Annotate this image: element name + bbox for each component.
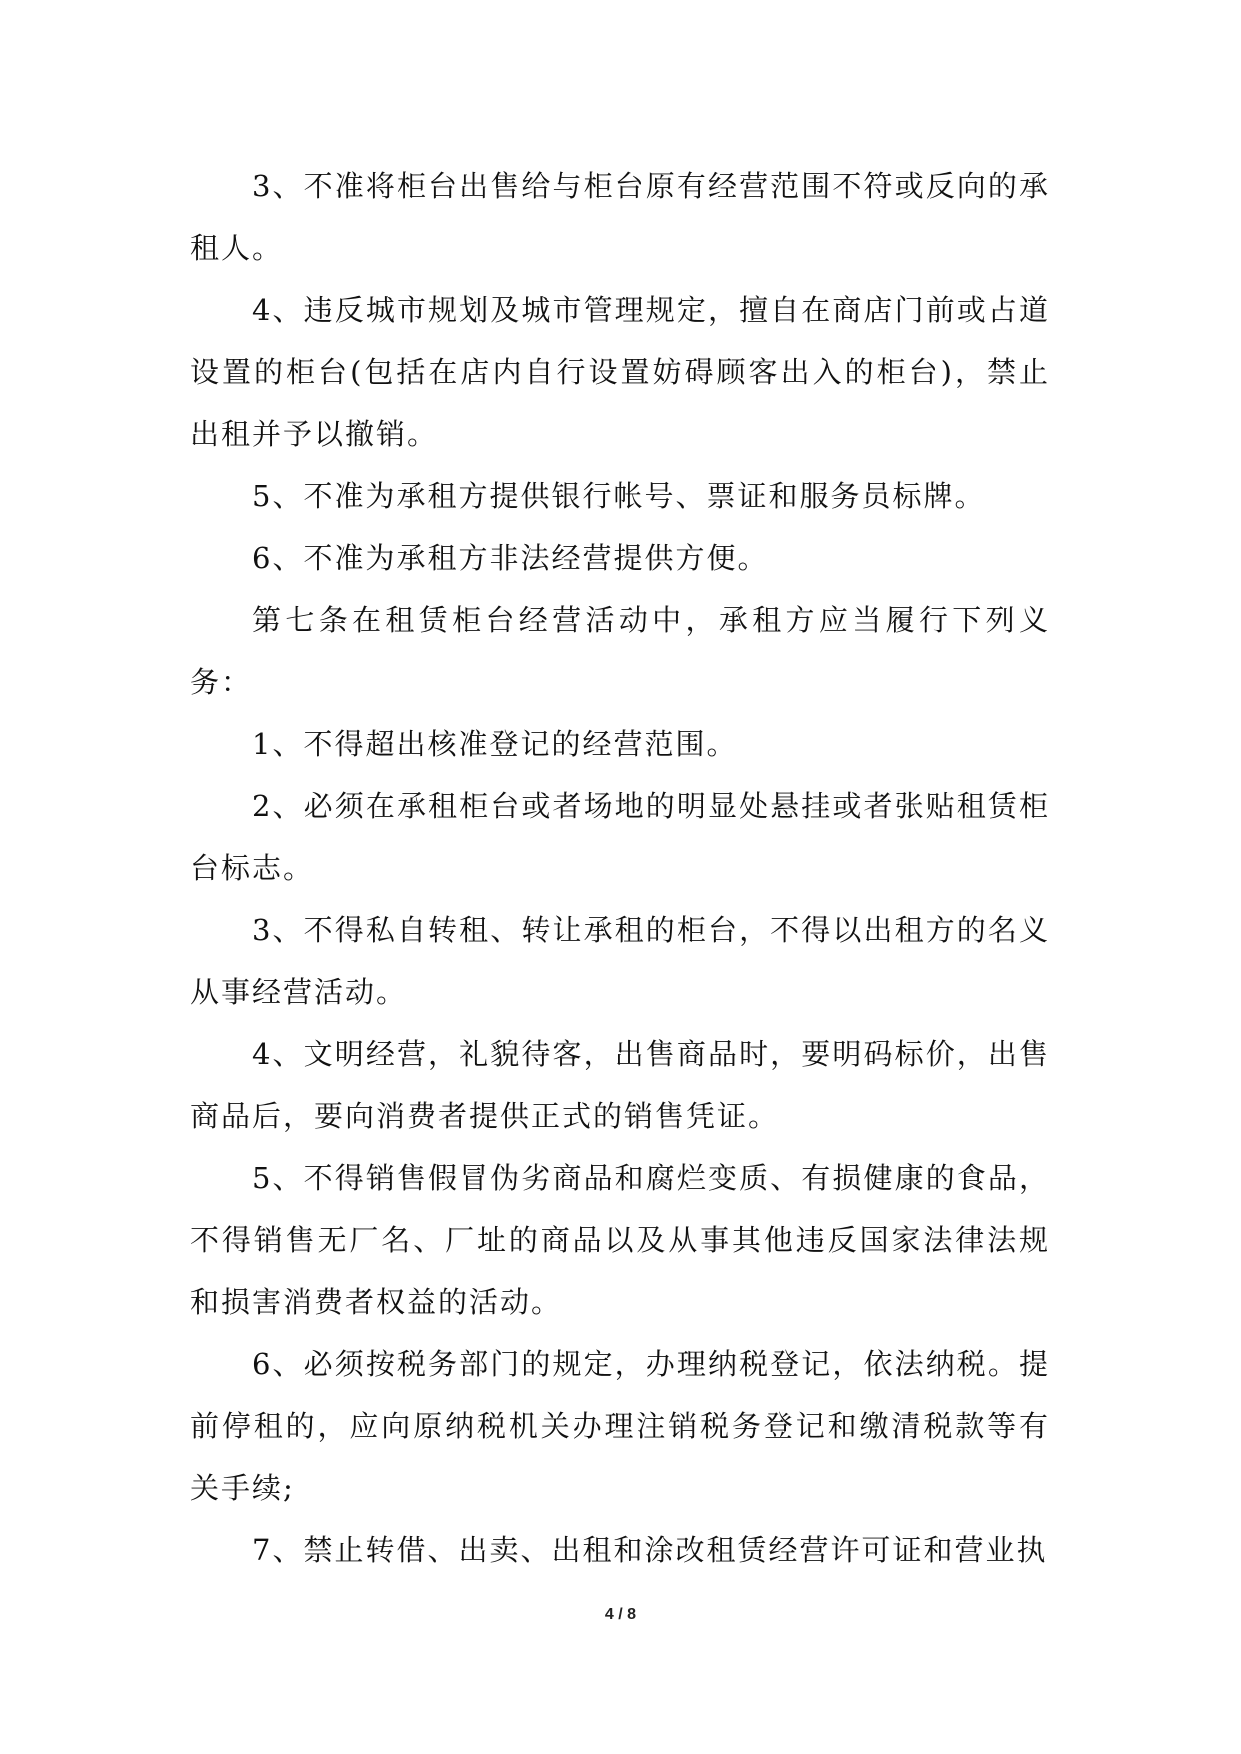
page-number: 4 / 8 — [604, 1606, 637, 1623]
paragraph: 2、必须在承租柜台或者场地的明显处悬挂或者张贴租赁柜台标志。 — [190, 789, 1050, 885]
paragraph: 1、不得超出核准登记的经营范围。 — [252, 727, 738, 761]
paragraph: 4、文明经营，礼貌待客，出售商品时，要明码标价，出售商品后，要向消费者提供正式的销售凭证。 — [190, 1037, 1050, 1133]
paragraph: 5、不得销售假冒伪劣商品和腐烂变质、有损健康的食品，不得销售无厂名、厂址的商品以及从事其他违反国家法律法规和损害消费者权益的活动。 — [190, 1161, 1050, 1319]
paragraph: 5、不准为承租方提供银行帐号、票证和服务员标牌。 — [252, 479, 986, 513]
paragraph: 6、不准为承租方非法经营提供方便。 — [252, 541, 769, 575]
paragraph: 3、不得私自转租、转让承租的柜台，不得以出租方的名义从事经营活动。 — [190, 913, 1050, 1009]
document-body — [190, 155, 1050, 1581]
paragraph: 3、不准将柜台出售给与柜台原有经营范围不符或反向的承租人。 — [190, 169, 1050, 265]
paragraph: 7、禁止转借、出卖、出租和涂改租赁经营许可证和营业执 — [252, 1533, 1048, 1567]
section-heading-article-7: 第七条在租赁柜台经营活动中，承租方应当履行下列义务： — [190, 603, 1050, 699]
paragraph: 6、必须按税务部门的规定，办理纳税登记，依法纳税。提前停租的，应向原纳税机关办理注销税务登记和缴清税款等有关手续; — [190, 1347, 1050, 1505]
paragraph: 4、违反城市规划及城市管理规定，擅自在商店门前或占道设置的柜台(包括在店内自行设置妨碍顾客出入的柜台)，禁止出租并予以撤销。 — [190, 293, 1050, 451]
